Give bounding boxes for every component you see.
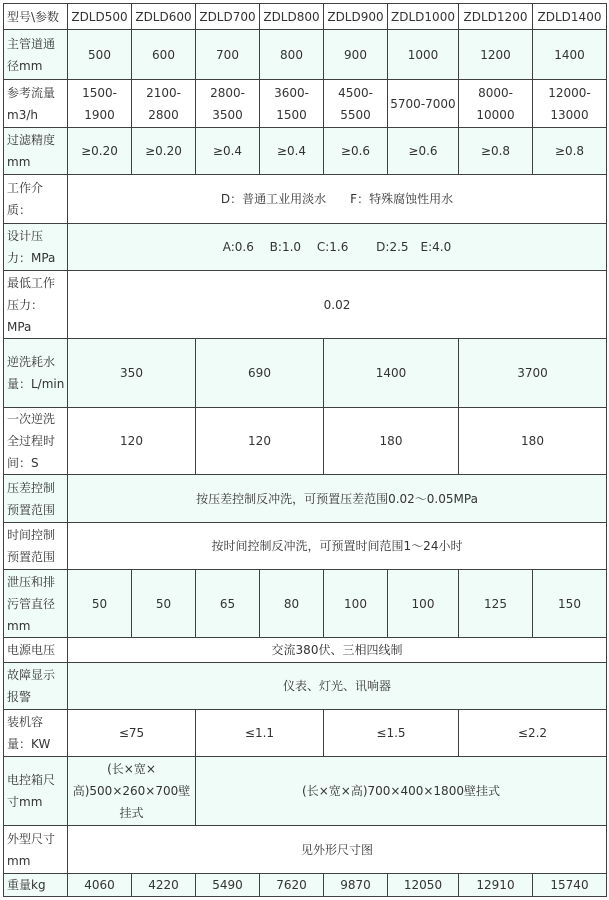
table-row [4,224,607,271]
table-cell: 0.02 [68,271,607,339]
table-cell: ≥0.20 [132,128,196,175]
row-label: 时间控制预置范围 [4,523,68,570]
table-cell: ≥0.4 [260,128,324,175]
table-row [4,826,607,874]
table-row [4,874,607,897]
table-cell: ≥0.8 [459,128,533,175]
row-label: 装机容量：KW [4,710,68,757]
table-cell: 4220 [132,874,196,897]
table-cell: 按压差控制反冲洗，可预置压差范围0.02～0.05MPa [68,475,607,523]
header-cell: ZDLD1200 [459,4,533,30]
row-label: 过滤精度mm [4,128,68,175]
table-cell: 9870 [324,874,388,897]
row-label: 泄压和排污管直径mm [4,570,68,638]
row-label: 一次逆洗全过程时间：S [4,408,68,475]
table-cell: ≤75 [68,710,196,757]
header-cell: ZDLD800 [260,4,324,30]
table-cell: 5700-7000 [388,80,459,128]
row-label: 逆洗耗水量：L/min [4,339,68,408]
table-cell: 2100-2800 [132,80,196,128]
table-cell: 500 [68,30,132,80]
table-cell: ≥0.6 [388,128,459,175]
table-cell: 700 [196,30,260,80]
row-label: 主管道通径mm [4,30,68,80]
row-label: 参考流量m3/h [4,80,68,128]
table-cell: 8000-10000 [459,80,533,128]
table-row [4,523,607,570]
header-cell: ZDLD900 [324,4,388,30]
table-cell: 1400 [533,30,607,80]
table-cell: ≥0.6 [324,128,388,175]
header-row [4,4,607,30]
table-cell: 按时间控制反冲洗，可预置时间范围1～24小时 [68,523,607,570]
table-row [4,128,607,175]
table-cell: 1500-1900 [68,80,132,128]
table-cell: 180 [459,408,607,475]
table-row [4,175,607,224]
table-cell: 5490 [196,874,260,897]
table-row [4,30,607,80]
table-cell: ≤1.5 [324,710,459,757]
row-label: 故障显示报警 [4,663,68,710]
spec-table [3,3,607,897]
header-cell: ZDLD700 [196,4,260,30]
table-cell: ≥0.4 [196,128,260,175]
table-cell: ≥0.20 [68,128,132,175]
table-cell: (长×宽×高)500×260×700壁挂式 [68,757,196,826]
table-cell: 125 [459,570,533,638]
row-label: 工作介质： [4,175,68,224]
table-cell: 690 [196,339,324,408]
header-cell: 型号\参数 [4,4,68,30]
table-cell: 65 [196,570,260,638]
table-cell: 4060 [68,874,132,897]
table-cell: 7620 [260,874,324,897]
table-cell: 120 [68,408,196,475]
table-cell: 50 [68,570,132,638]
row-label: 设计压力：MPa [4,224,68,271]
table-cell: ≤2.2 [459,710,607,757]
table-cell: 180 [324,408,459,475]
table-row [4,339,607,408]
table-cell: 350 [68,339,196,408]
row-label: 最低工作压力：MPa [4,271,68,339]
header-cell: ZDLD600 [132,4,196,30]
table-row [4,570,607,638]
table-cell: 100 [324,570,388,638]
table-cell: 100 [388,570,459,638]
table-cell: 600 [132,30,196,80]
table-cell: 150 [533,570,607,638]
table-row [4,663,607,710]
row-label: 重量kg [4,874,68,897]
table-cell: 12050 [388,874,459,897]
table-cell: 900 [324,30,388,80]
table-cell: 1400 [324,339,459,408]
table-cell: ≤1.1 [196,710,324,757]
table-cell: D：普通工业用淡水 F：特殊腐蚀性用水 [68,175,607,224]
table-cell: 3600-1500 [260,80,324,128]
table-cell: A:0.6 B:1.0 C:1.6 D:2.5 E:4.0 [68,224,607,271]
table-row [4,271,607,339]
row-label: 外型尺寸mm [4,826,68,874]
header-cell: ZDLD1400 [533,4,607,30]
table-cell: 交流380伏、三相四线制 [68,638,607,663]
table-cell: 1200 [459,30,533,80]
table-cell: 800 [260,30,324,80]
header-cell: ZDLD1000 [388,4,459,30]
table-row [4,710,607,757]
table-row [4,80,607,128]
table-cell: 2800-3500 [196,80,260,128]
table-cell: 120 [196,408,324,475]
table-cell: 仪表、灯光、讯响器 [68,663,607,710]
table-cell: 12910 [459,874,533,897]
table-cell: 见外形尺寸图 [68,826,607,874]
table-row [4,638,607,663]
table-cell: 15740 [533,874,607,897]
table-row [4,475,607,523]
table-cell: 12000-13000 [533,80,607,128]
table-row [4,757,607,826]
row-label: 压差控制预置范围 [4,475,68,523]
table-cell: 4500-5500 [324,80,388,128]
row-label: 电控箱尺寸mm [4,757,68,826]
table-row [4,408,607,475]
table-cell: 1000 [388,30,459,80]
row-label: 电源电压 [4,638,68,663]
table-cell: 3700 [459,339,607,408]
header-cell: ZDLD500 [68,4,132,30]
table-cell: 50 [132,570,196,638]
table-cell: ≥0.8 [533,128,607,175]
table-cell: (长×宽×高)700×400×1800壁挂式 [196,757,607,826]
table-cell: 80 [260,570,324,638]
